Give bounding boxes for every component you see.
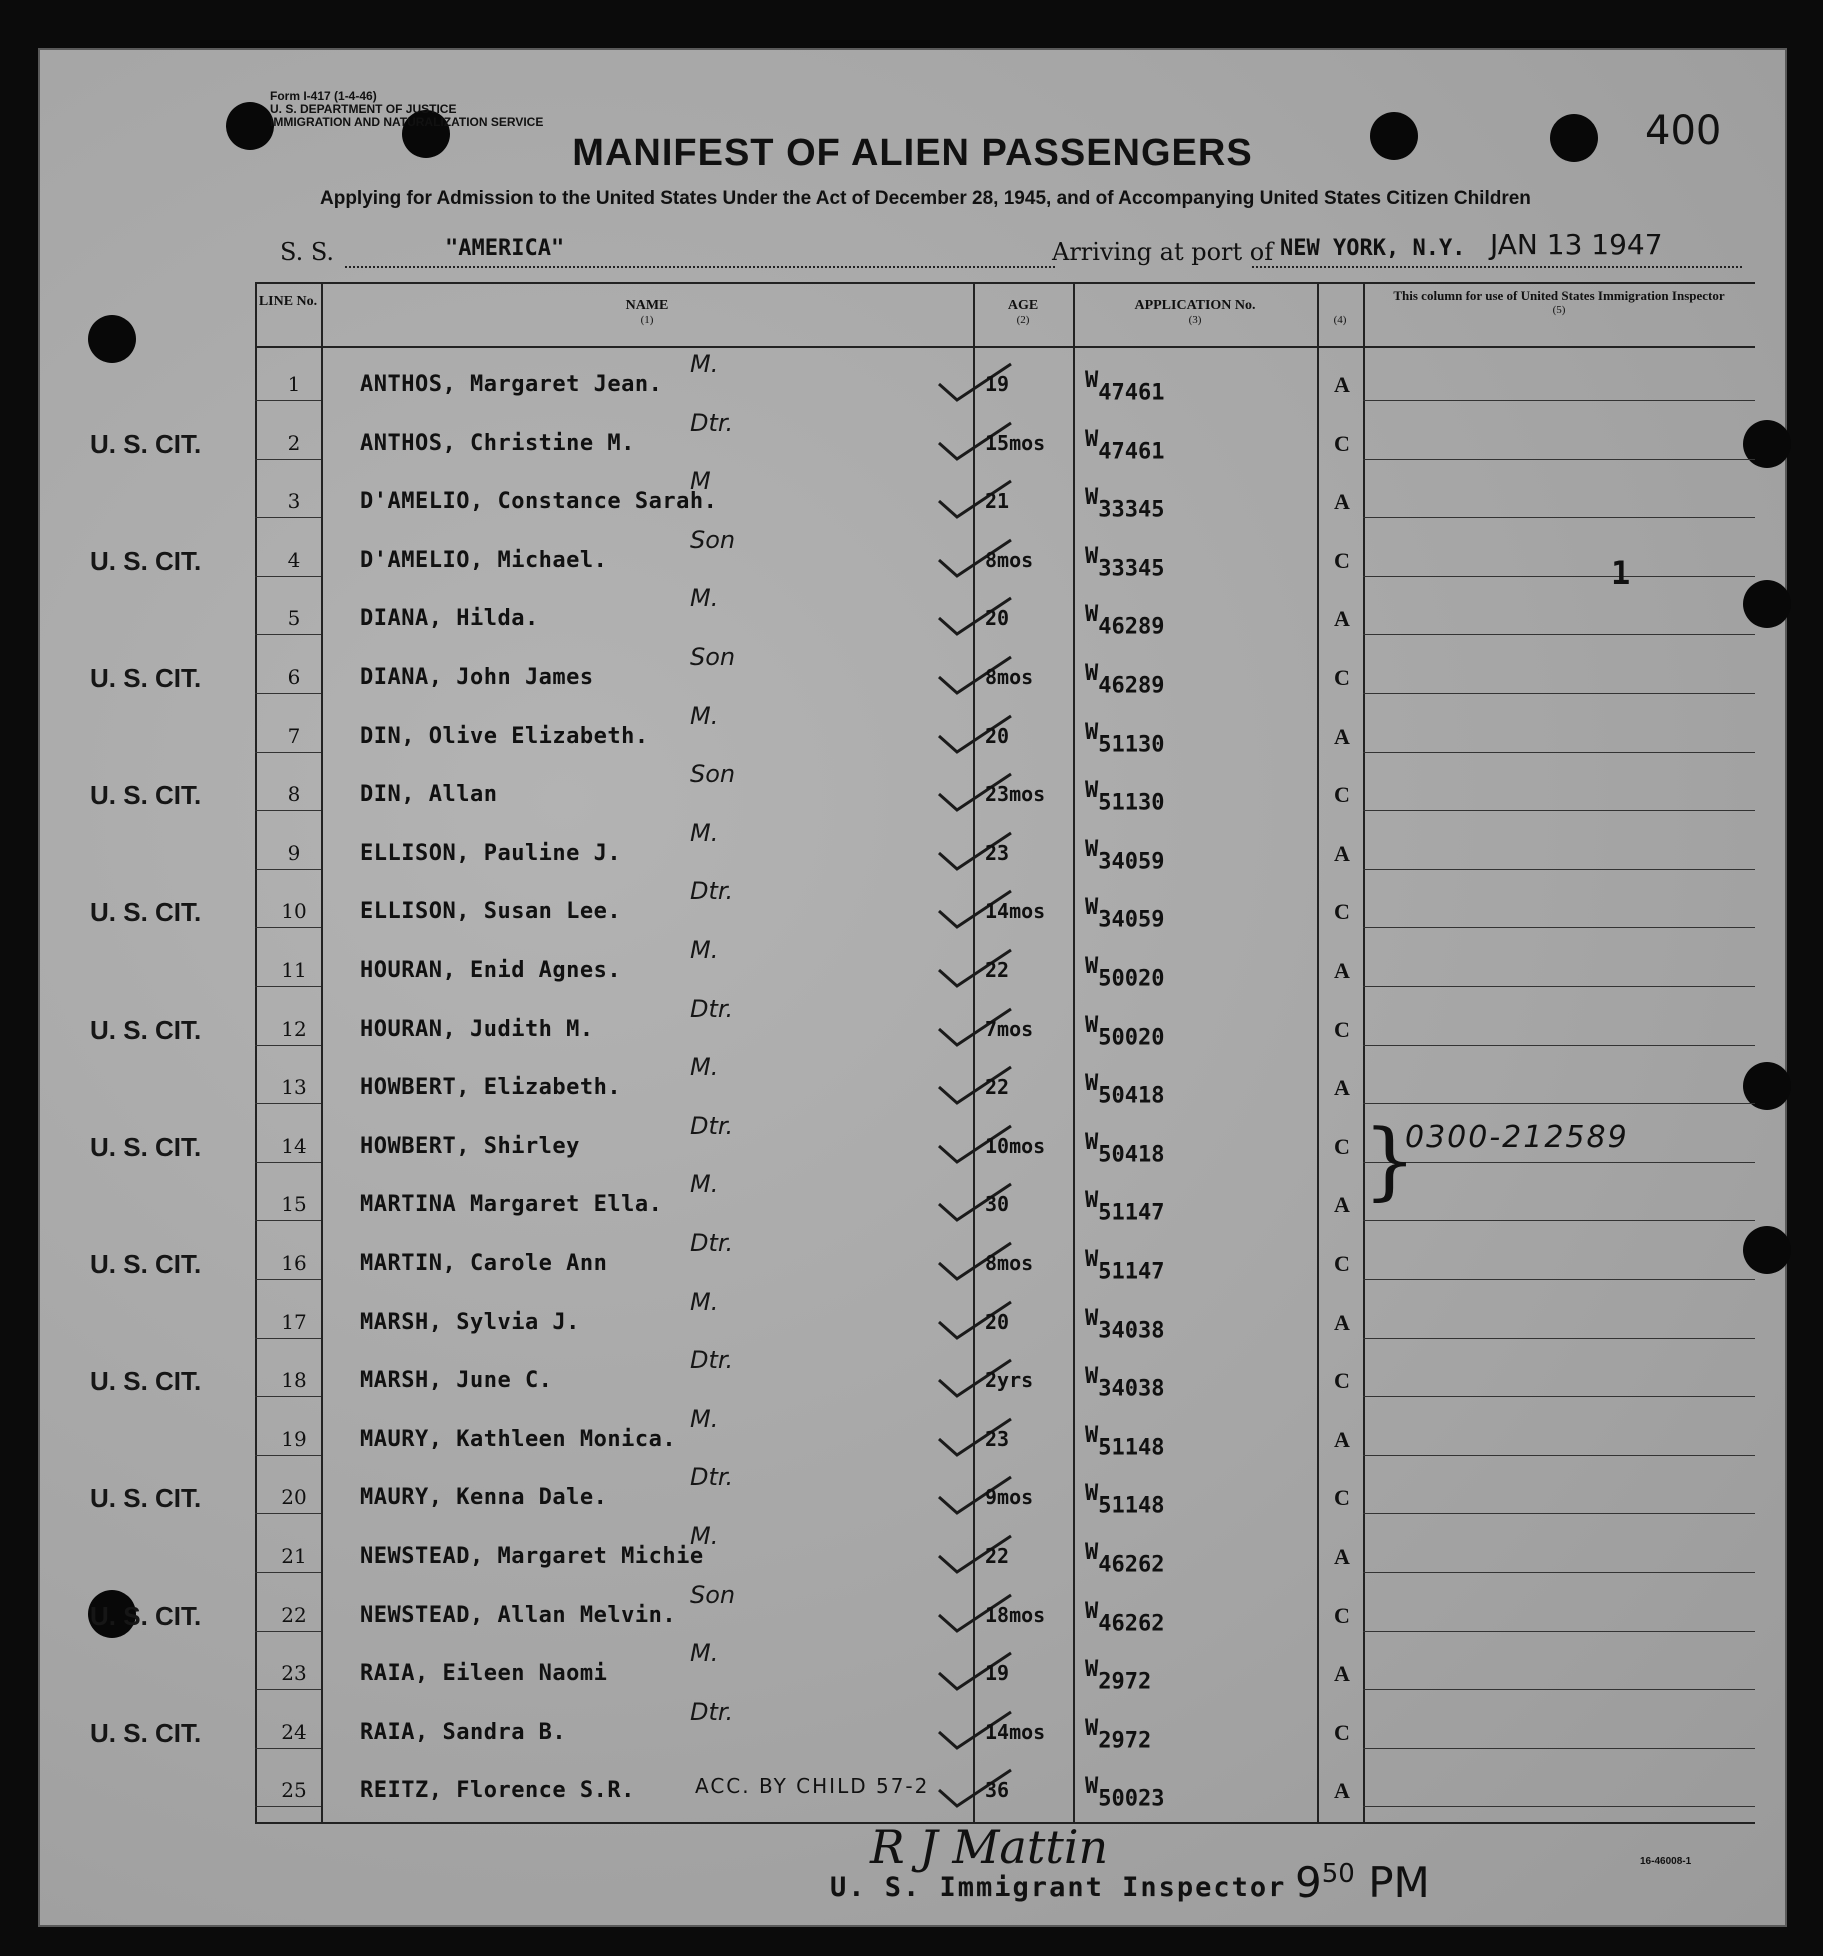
class-code: C — [1334, 1133, 1350, 1159]
table-row — [255, 818, 1755, 884]
line-number: 17 — [281, 1309, 307, 1334]
inspector-label: U. S. Immigrant Inspector — [830, 1872, 1287, 1903]
header-application: APPLICATION No. (3) — [1134, 298, 1256, 326]
passenger-name: ANTHOS, Christine M. — [360, 430, 635, 456]
relation-note: M. — [690, 701, 719, 730]
table-row — [90, 643, 1755, 708]
passenger-age: 15mos — [985, 430, 1046, 455]
line-number: 10 — [281, 899, 307, 924]
passenger-age: 30 — [985, 1192, 1010, 1217]
class-code: A — [1334, 1309, 1350, 1335]
application-number: $^W$34059 — [1085, 836, 1165, 875]
application-number: $^W$47461 — [1085, 426, 1165, 464]
table-row — [255, 1287, 1755, 1353]
application-number: $^W$46262 — [1085, 1540, 1165, 1578]
table-row — [90, 525, 1755, 591]
sheet-number: 400 — [1645, 108, 1722, 154]
relation-note: Son — [690, 525, 736, 554]
application-number: $^W$51148 — [1085, 1422, 1165, 1461]
application-number: $^W$50418 — [1085, 1071, 1165, 1109]
brace-mark: } — [1363, 1111, 1417, 1209]
relation-note: M — [690, 467, 711, 496]
port-name: NEW YORK, N.Y. — [1280, 236, 1466, 261]
line-number: 11 — [281, 958, 307, 982]
passenger-age: 14mos — [985, 899, 1046, 924]
passenger-age: 10mos — [985, 1133, 1046, 1158]
passenger-name: HOURAN, Enid Agnes. — [360, 958, 622, 983]
line-number: 1 — [287, 372, 301, 396]
application-number: $^W$46289 — [1085, 602, 1165, 640]
us-citizen-stamp: U. S. CIT. — [90, 663, 202, 693]
header-inspector: This column for use of United States Immigration Inspector (5) — [1393, 288, 1725, 316]
form-code: 16-46008-1 — [1640, 1856, 1692, 1867]
inspector-signature: R J Mattin — [870, 1820, 1109, 1874]
class-code: A — [1334, 1661, 1350, 1687]
table-row — [255, 584, 1755, 649]
class-code: A — [1334, 840, 1350, 866]
application-number: $^W$50023 — [1085, 1774, 1165, 1812]
passenger-age: 20 — [985, 606, 1010, 631]
class-code: A — [1334, 1778, 1350, 1804]
class-code: A — [1334, 1192, 1350, 1218]
passenger-age: 36 — [985, 1778, 1010, 1803]
passenger-name: DIN, Allan — [360, 782, 498, 808]
us-citizen-stamp: U. S. CIT. — [90, 1717, 202, 1748]
relation-note: Son — [690, 643, 736, 671]
line-number: 21 — [281, 1544, 307, 1568]
class-code: A — [1334, 723, 1350, 749]
relation-note: M. — [690, 1170, 719, 1199]
inspector-handwritten-number: 0300-212589 — [1405, 1120, 1629, 1155]
table-row — [90, 994, 1755, 1060]
relation-note: Son — [690, 760, 736, 789]
relation-note: M. — [690, 1053, 719, 1082]
relation-note: M. — [690, 350, 719, 378]
table-row — [90, 1346, 1755, 1411]
passenger-age: 20 — [985, 723, 1010, 748]
application-number: $^W$51148 — [1085, 1481, 1165, 1519]
passenger-name: HOWBERT, Elizabeth. — [360, 1075, 622, 1101]
table-row — [255, 1522, 1755, 1587]
passenger-name: NEWSTEAD, Allan Melvin. — [360, 1602, 677, 1628]
class-code: C — [1334, 430, 1350, 456]
port-label: Arriving at port of — [1052, 238, 1274, 266]
line-number: 3 — [287, 489, 301, 514]
passenger-age: 20 — [985, 1309, 1010, 1334]
table-row — [255, 1762, 1755, 1821]
passenger-name: ELLISON, Susan Lee. — [360, 899, 622, 925]
arrival-time: $9^{50}$ PM — [1295, 1858, 1430, 1907]
line-number: 22 — [281, 1602, 307, 1627]
passenger-age: 2yrs — [985, 1368, 1034, 1393]
manifest-page — [38, 48, 1787, 1927]
header-line-no: LINE No. — [258, 294, 318, 309]
us-citizen-stamp: U. S. CIT. — [90, 1483, 202, 1514]
application-number: $^W$51130 — [1085, 719, 1165, 757]
passenger-age: 18mos — [985, 1602, 1046, 1627]
manifest-table — [90, 282, 1755, 1822]
line-number: 6 — [287, 665, 301, 689]
passenger-name: MARSH, June C. — [360, 1368, 553, 1394]
class-code: A — [1334, 1544, 1350, 1569]
class-code: A — [1334, 958, 1350, 983]
form-identifier: Form I-417 (1-4-46) U. S. DEPARTMENT OF JUSTICE IMMIGRATION AND NATURALIZATION SERVICE — [270, 89, 544, 129]
application-number: $^W$2972 — [1085, 1715, 1152, 1754]
us-citizen-stamp: U. S. CIT. — [90, 545, 202, 576]
class-code: C — [1334, 547, 1350, 573]
page-subtitle: Applying for Admission to the United States Under the Act of December 28, 1945, and of Accompanying United States Citizen Children — [320, 188, 1531, 209]
relation-note: Dtr. — [690, 408, 734, 437]
passenger-name: RAIA, Sandra B. — [360, 1719, 567, 1745]
relation-note: M. — [690, 1522, 719, 1550]
line-number: 24 — [281, 1719, 307, 1744]
line-number: 2 — [287, 430, 301, 455]
relation-note: Dtr. — [690, 1346, 734, 1375]
relation-note: M. — [690, 1404, 719, 1433]
line-number: 4 — [287, 547, 301, 572]
table-row — [90, 408, 1755, 474]
line-number: 23 — [281, 1661, 307, 1686]
class-code: A — [1334, 606, 1350, 632]
passenger-age: 7mos — [985, 1016, 1034, 1041]
table-row — [90, 1697, 1755, 1763]
us-citizen-stamp: U. S. CIT. — [90, 780, 202, 811]
passenger-name: MARSH, Sylvia J. — [360, 1309, 580, 1335]
line-number: 5 — [287, 606, 301, 631]
passenger-name: REITZ, Florence S.R. — [360, 1778, 635, 1804]
table-row — [90, 1229, 1755, 1294]
table-row — [255, 1053, 1755, 1118]
class-code: C — [1334, 1719, 1350, 1745]
class-code: A — [1334, 1426, 1350, 1452]
us-citizen-stamp: U. S. CIT. — [90, 897, 202, 928]
application-number: $^W$33345 — [1085, 485, 1165, 523]
passenger-age: 8mos — [985, 665, 1034, 689]
table-row — [255, 1404, 1755, 1470]
passenger-name: MAURY, Kenna Dale. — [360, 1485, 608, 1511]
passenger-age: 22 — [985, 1075, 1010, 1100]
relation-note: M. — [690, 1639, 719, 1668]
application-number: $^W$51130 — [1085, 778, 1165, 816]
passenger-name: DIANA, John James — [360, 665, 594, 690]
ship-dotted-line — [345, 264, 1055, 268]
passenger-age: 8mos — [985, 547, 1034, 572]
passenger-age: 23mos — [985, 782, 1046, 807]
ship-label: S. S. — [280, 238, 335, 266]
ship-name: "AMERICA" — [445, 236, 565, 261]
port-dotted-line — [1252, 264, 1742, 268]
passenger-name: HOURAN, Judith M. — [360, 1016, 594, 1042]
punch-hole — [88, 315, 136, 363]
line-number: 15 — [281, 1192, 307, 1217]
passenger-name: MAURY, Kathleen Monica. — [360, 1426, 677, 1452]
relation-note: Dtr. — [690, 877, 734, 906]
us-citizen-stamp: U. S. CIT. — [90, 1366, 202, 1397]
us-citizen-stamp: U. S. CIT. — [90, 428, 202, 459]
line-number: 12 — [281, 1016, 307, 1041]
class-code: C — [1334, 782, 1350, 808]
application-number: $^W$46262 — [1085, 1598, 1165, 1636]
relation-note: M. — [690, 1287, 719, 1316]
application-number: $^W$2972 — [1085, 1657, 1152, 1695]
passenger-name: HOWBERT, Shirley — [360, 1133, 580, 1159]
relation-note: Dtr. — [690, 1229, 734, 1257]
class-code: C — [1334, 1368, 1350, 1394]
us-citizen-stamp: U. S. CIT. — [90, 1249, 202, 1279]
passenger-age: 22 — [985, 958, 1010, 982]
relation-note: Dtr. — [690, 1697, 734, 1726]
inspector-mark: 1 — [1611, 554, 1631, 592]
passenger-name: RAIA, Eileen Naomi — [360, 1661, 608, 1687]
passenger-age: 8mos — [985, 1251, 1034, 1275]
relation-note: M. — [690, 584, 719, 613]
application-number: $^W$51147 — [1085, 1247, 1165, 1285]
line-number: 25 — [281, 1778, 307, 1803]
passenger-name: DIANA, Hilda. — [360, 606, 539, 632]
table-row — [255, 936, 1755, 1001]
application-number: $^W$50418 — [1085, 1129, 1165, 1168]
application-number: $^W$51147 — [1085, 1188, 1165, 1226]
accompanied-note: ACC. BY CHILD 57-2 — [695, 1774, 930, 1798]
application-number: $^W$50020 — [1085, 954, 1165, 992]
ship-line — [280, 228, 1750, 270]
passenger-name: NEWSTEAD, Margaret Michie — [360, 1544, 704, 1569]
line-number: 7 — [287, 723, 301, 748]
us-citizen-stamp: U. S. CIT. — [90, 1014, 202, 1045]
line-number: 13 — [281, 1075, 307, 1100]
header-col4: (4) — [1333, 314, 1347, 326]
passenger-age: 23 — [985, 840, 1010, 865]
table-row — [255, 467, 1755, 532]
page-title: MANIFEST OF ALIEN PASSENGERS — [572, 132, 1253, 174]
line-number: 19 — [281, 1426, 307, 1451]
passenger-age: 19 — [985, 1661, 1010, 1686]
line-number: 14 — [281, 1133, 307, 1158]
class-code: A — [1334, 1075, 1350, 1101]
class-code: A — [1334, 372, 1350, 397]
class-code: C — [1334, 1485, 1350, 1511]
table-row — [90, 1463, 1755, 1528]
application-number: $^W$34038 — [1085, 1364, 1165, 1402]
line-number: 9 — [287, 840, 301, 865]
application-number: $^W$50020 — [1085, 1012, 1165, 1050]
passenger-age: 9mos — [985, 1485, 1034, 1510]
application-number: $^W$46289 — [1085, 661, 1165, 699]
class-code: C — [1334, 665, 1350, 690]
application-number: $^W$47461 — [1085, 368, 1165, 406]
passenger-age: 14mos — [985, 1719, 1046, 1744]
passenger-name: MARTIN, Carole Ann — [360, 1251, 608, 1276]
class-code: C — [1334, 1602, 1350, 1628]
relation-note: M. — [690, 818, 719, 847]
application-number: $^W$34038 — [1085, 1305, 1165, 1343]
passenger-name: DIN, Olive Elizabeth. — [360, 723, 649, 749]
passenger-name: ANTHOS, Margaret Jean. — [360, 372, 663, 397]
us-citizen-stamp: U. S. CIT. — [90, 1600, 202, 1631]
table-row — [255, 701, 1755, 767]
class-code: A — [1334, 489, 1350, 515]
header-age: AGE (2) — [1007, 298, 1039, 326]
table-row — [255, 1639, 1755, 1704]
class-code: C — [1334, 1251, 1350, 1276]
passenger-name: ELLISON, Pauline J. — [360, 840, 622, 866]
table-row — [255, 1170, 1755, 1235]
passenger-name: MARTINA Margaret Ella. — [360, 1192, 663, 1218]
line-number: 8 — [287, 782, 301, 807]
class-code: C — [1334, 899, 1350, 925]
relation-note: Son — [690, 1580, 736, 1609]
application-number: $^W$33345 — [1085, 543, 1165, 582]
passenger-age: 21 — [985, 489, 1010, 514]
table-row — [90, 760, 1755, 825]
passenger-age: 23 — [985, 1426, 1010, 1451]
header-name: NAME (1) — [625, 298, 669, 326]
relation-note: Dtr. — [690, 1111, 734, 1140]
line-number: 18 — [281, 1368, 307, 1393]
passenger-age: 19 — [985, 372, 1010, 396]
relation-note: Dtr. — [690, 994, 734, 1023]
table-row — [90, 1580, 1755, 1646]
line-number: 16 — [281, 1251, 307, 1275]
passenger-name: D'AMELIO, Michael. — [360, 547, 608, 573]
application-number: $^W$34059 — [1085, 895, 1165, 933]
class-code: C — [1334, 1016, 1350, 1042]
table-row — [255, 350, 1755, 415]
arrival-date-stamp: JAN 13 1947 — [1490, 228, 1663, 261]
line-number: 20 — [281, 1485, 307, 1510]
table-row — [90, 877, 1755, 942]
us-citizen-stamp: U. S. CIT. — [90, 1131, 202, 1162]
relation-note: M. — [690, 936, 719, 964]
passenger-age: 22 — [985, 1544, 1010, 1568]
passenger-name: D'AMELIO, Constance Sarah. — [360, 489, 718, 515]
relation-note: Dtr. — [690, 1463, 734, 1492]
